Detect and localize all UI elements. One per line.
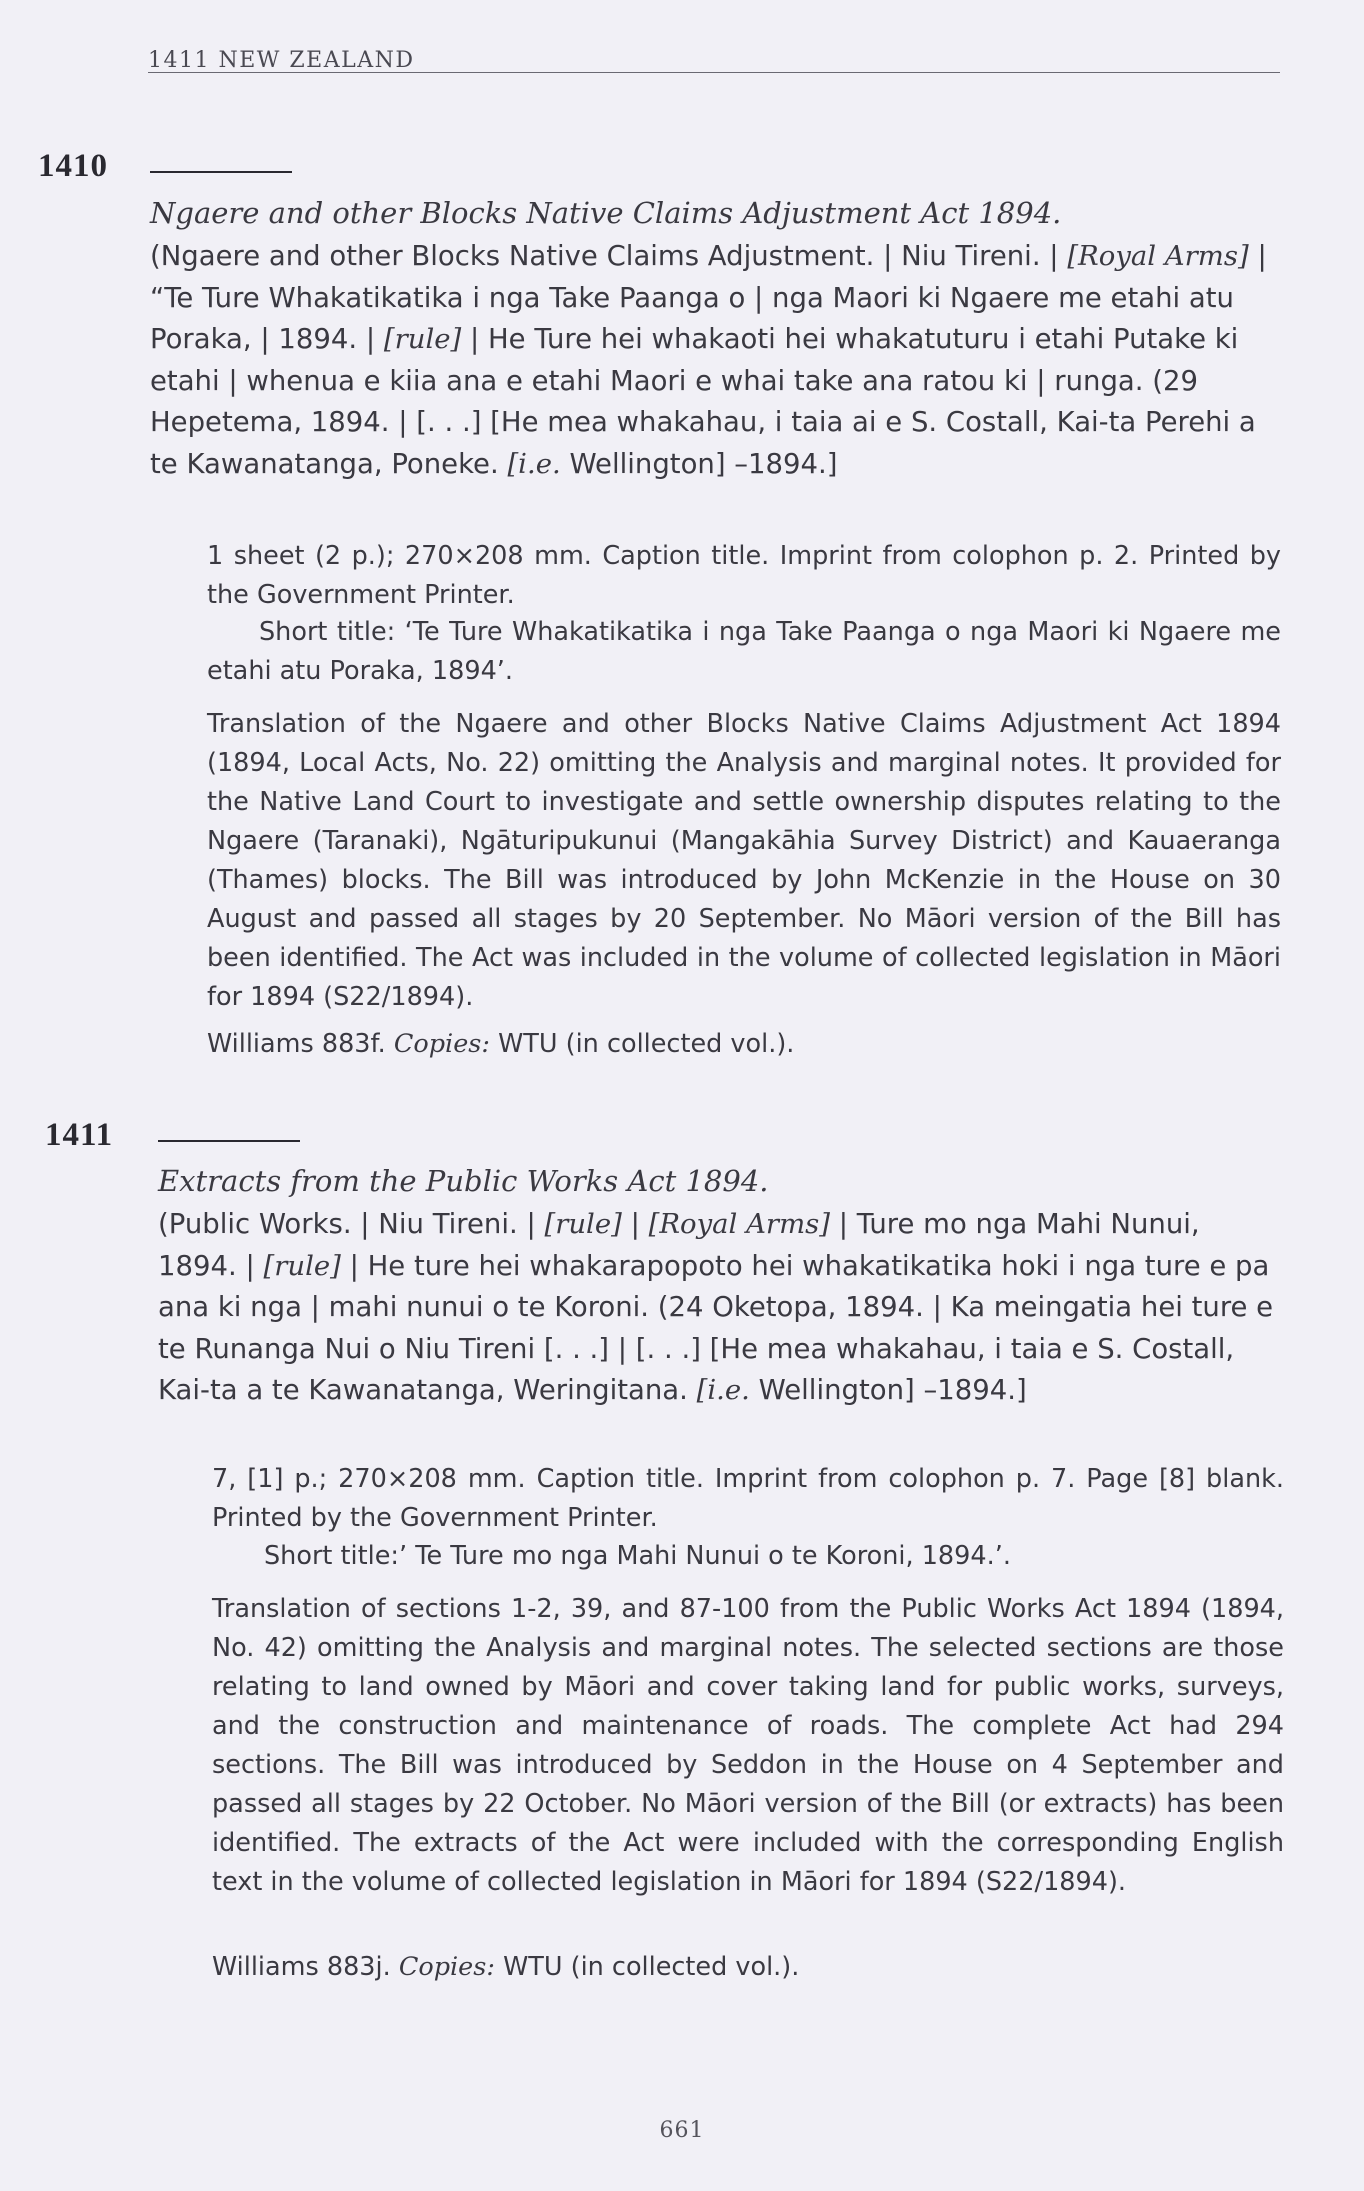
reference-line: Williams 883f. Copies: WTU (in collected vol.). [207,1029,795,1059]
entry-dash [150,171,292,173]
collation: 7, [1] p.; 270×208 mm. Caption title. Imprint from colophon p. 7. Page [8] blank. Printed by the Government Printer. [212,1464,1284,1533]
collation: 1 sheet (2 p.); 270×208 mm. Caption title. Imprint from colophon p. 2. Printed by the Government Printer. [207,541,1281,610]
entry-title: Extracts from the Public Works Act 1894. [158,1164,769,1198]
note: Translation of sections 1-2, 39, and 87-100 from the Public Works Act 1894 (1894, No. 42) omitting the Analysis and marginal notes. The selected sections are those relating to land owned by Māori and cover taking land for public works, surveys, and the construction and maintenance of roads. The complete Act had 294 sections. The Bill was introduced by Seddon in the House on 4 September and passed all stages by 22 October. No Māori version of the Bill (or extracts) has been identified. The extracts of the Act were included with the corresponding English text in the volume of collected legislation in Māori for 1894 (S22/1894). [212,1594,1284,1897]
reference-line: Williams 883j. Copies: WTU (in collected vol.). [212,1952,800,1982]
running-head: 1411 NEW ZEALAND [148,48,415,73]
short-title: Short title: ‘Te Ture Whakatikatika i nga Take Paanga o nga Maori ki Ngaere me etahi atu Poraka, 1894’. [207,617,1281,686]
page-number: 661 [659,2118,705,2143]
transcription: (Ngaere and other Blocks Native Claims Adjustment. | Niu Tireni. | [Royal Arms] | “Te Ture Whakatikatika i nga Take Paanga o | nga Maori ki Ngaere me etahi atu Poraka, | 1894. | [rule] | He Ture hei whakaoti hei whakatuturu i etahi Putake ki etahi | whenua e kiia ana e etahi Maori e whai take ana ratou ki | runga. (29 Hepetema, 1894. | [. . .] [He mea whakahau, i taia ai e S. Costall, Kai-ta Perehi a te Kawanatanga, Poneke. [i.e. Wellington] –1894.] [150,240,1267,480]
header-rule [148,72,1280,73]
transcription: (Public Works. | Niu Tireni. | [rule] | [Royal Arms] | Ture mo nga Mahi Nunui, 1894. | [rule] | He ture hei whakarapopoto hei whakatikatika hoki i nga ture e pa ana ki nga | mahi nunui o te Koroni. (24 Oketopa, 1894. | Ka meingatia hei ture e te Runanga Nui o Niu Tireni [. . .] | [. . .] [He mea whakahau, i taia e S. Costall, Kai-ta a te Kawanatanga, Weringitana. [i.e. Wellington] –1894.] [158,1208,1274,1406]
entry-dash [158,1140,300,1142]
entry-title: Ngaere and other Blocks Native Claims Adjustment Act 1894. [150,196,1062,230]
entry-number: 1410 [38,148,108,184]
short-title: Short title:’ Te Ture mo nga Mahi Nunui o te Koroni, 1894.’. [264,1541,1011,1571]
entry-number: 1411 [45,1117,114,1153]
note: Translation of the Ngaere and other Blocks Native Claims Adjustment Act 1894 (1894, Local Acts, No. 22) omitting the Analysis and marginal notes. It provided for the Native Land Court to investigate and settle ownership disputes relating to the Ngaere (Taranaki), Ngāturipukunui (Mangakāhia Survey District) and Kauaeranga (Thames) blocks. The Bill was introduced by John McKenzie in the House on 30 August and passed all stages by 20 September. No Māori version of the Bill has been identified. The Act was included in the volume of collected legislation in Māori for 1894 (S22/1894). [207,709,1281,1012]
